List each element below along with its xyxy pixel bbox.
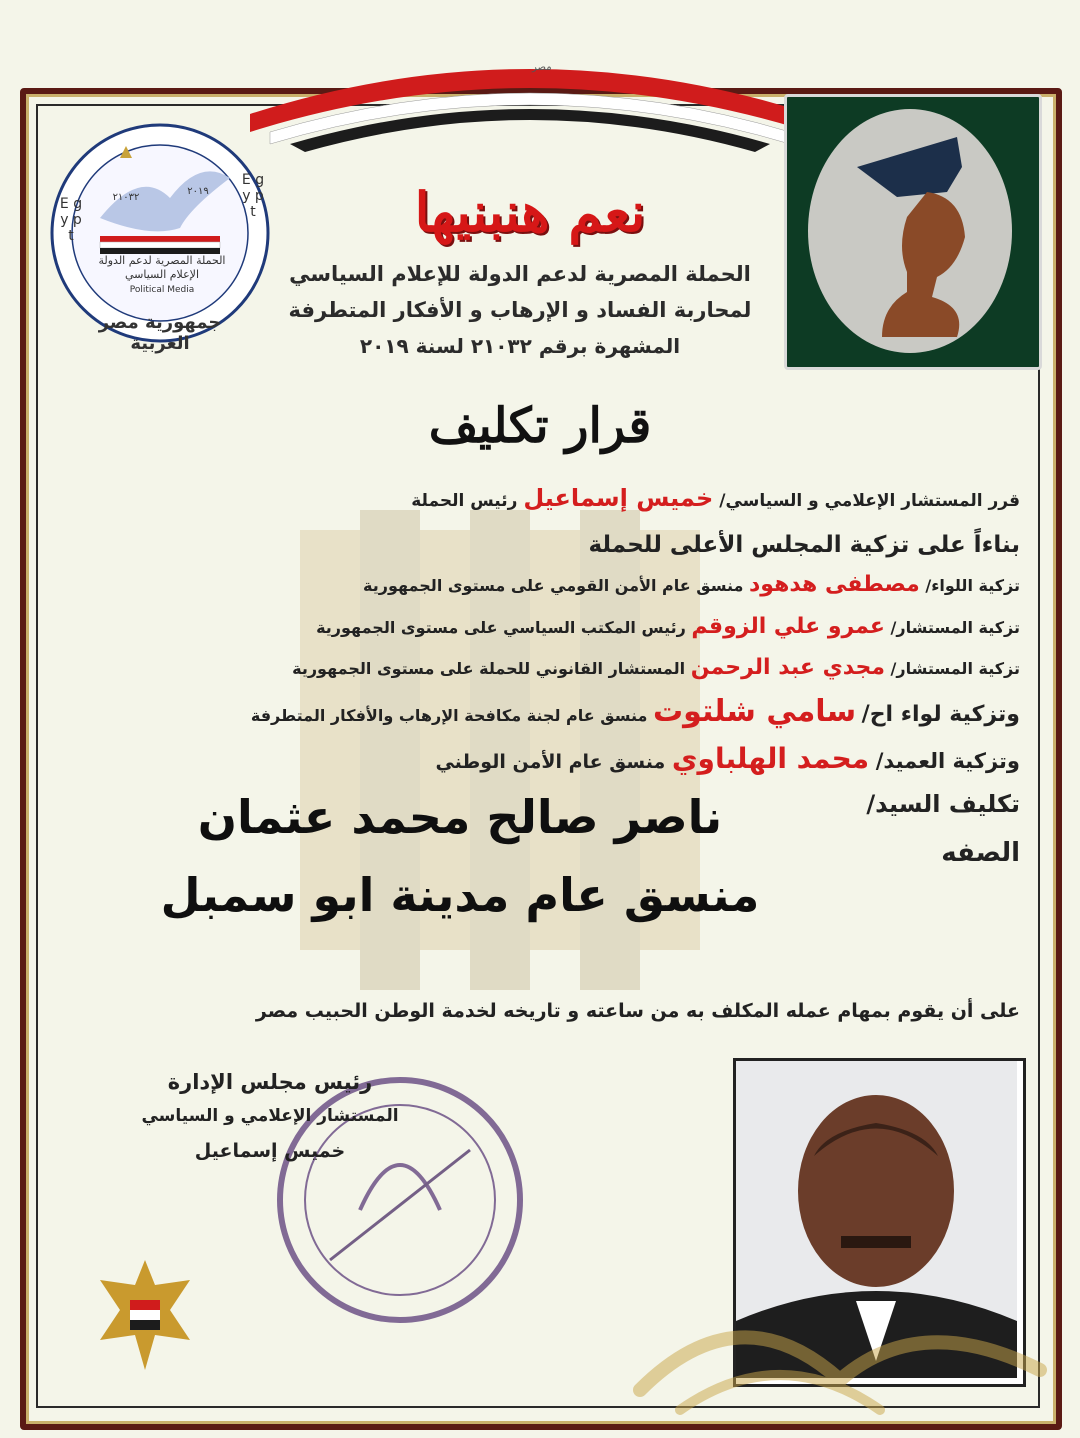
decided-by-name: خميس إسماعيل [523,484,714,512]
flag-ribbon [250,44,810,154]
rec3-prefix: تزكية المستشار/ [890,659,1020,678]
signature-line1: رئيس مجلس الإدارة [167,1070,373,1094]
campaign-line2: لمحاربة الفساد و الإرهاب و الأفكار المتطرفة [288,298,752,322]
decided-by-prefix: قرر المستشار الإعلامي و السياسي/ [719,491,1020,511]
recommendation-5 [230,742,1020,775]
logo-ring-right: E g y p t [241,172,265,220]
rec2-role: رئيس المكتب السياسي على مستوى الجمهورية [316,618,686,637]
decided-by-suffix: رئيس الحملة [411,491,518,511]
assignee-position: منسق عام مدينة ابو سمبل [160,868,760,922]
rec3-role: المستشار القانوني للحملة على مستوى الجمهورية [292,659,686,678]
nefertiti-portrait [784,94,1042,370]
rec5-name: محمد الهلباوي [671,742,870,775]
logo-inner-line3: Political Media [129,285,195,295]
rec4-name: سامي شلتوت [652,694,857,729]
rec4-role: منسق عام لجنة مكافحة الإرهاب والأفكار المتطرفة [250,706,648,725]
position-label: الصفه [941,838,1020,868]
assignee-name: ناصر صالح محمد عثمان [197,790,723,844]
rec2-prefix: تزكية المستشار/ [890,618,1020,637]
rec4-prefix: وتزكية لواء اح/ [861,702,1020,727]
recommendation-3 [100,655,1020,680]
logo-inner-line1: الحملة المصرية لدعم الدولة [98,254,226,267]
rec5-role: منسق عام الأمن الوطني [435,751,666,773]
decided-by-line [230,484,1020,512]
signature-line3: خميس إسماعيل [194,1140,346,1162]
nefertiti-bust-image [787,97,1033,361]
closing-statement: على أن يقوم بمهام عمله المكلف به من ساعته و تاريخه لخدمة الوطن الحبيب مصر [255,1000,1020,1022]
official-stamp [250,1060,550,1340]
rec1-name: مصطفى هدهود [749,572,920,597]
decision-title: قرار تكليف [428,398,652,454]
recommendation-4 [60,694,1020,729]
logo-inner-line2: الإعلام السياسي [124,268,200,281]
based-on-line: بناءاً على تزكية المجلس الأعلى للحملة [588,532,1020,558]
campaign-line3: المشهرة برقم ٢١٠٣٢ لسنة ٢٠١٩ [359,334,681,358]
rec5-prefix: وتزكية العميد/ [875,749,1020,773]
campaign-line1: الحملة المصرية لدعم الدولة للإعلام السياسي [289,262,751,286]
rec1-role: منسق عام الأمن القومي على مستوى الجمهورية [363,576,744,595]
rec2-name: عمرو علي الزوقم [691,614,885,639]
rec1-prefix: تزكية اللواء/ [925,576,1020,595]
eagle-emblem [60,1240,230,1400]
ribbon-seal-text: مصر [532,62,552,73]
rec3-name: مجدي عبد الرحمن [690,655,885,680]
recommendation-1 [150,572,1020,597]
assign-label: تكليف السيد/ [866,790,1020,818]
logo-ring-left: E g y p t [59,196,83,244]
signature-line2: المستشار الإعلامي و السياسي [141,1106,399,1126]
calligraphy-watermark [620,1270,1060,1420]
headline: نعم هنبنيها [414,180,646,244]
logo-bottom-arc: جمهورية مصر العربية [98,312,222,354]
logo-number-right: ٢٠١٩ [187,186,209,197]
logo-number-left: ٢١٠٣٢ [112,192,140,203]
recommendation-2 [150,614,1020,639]
